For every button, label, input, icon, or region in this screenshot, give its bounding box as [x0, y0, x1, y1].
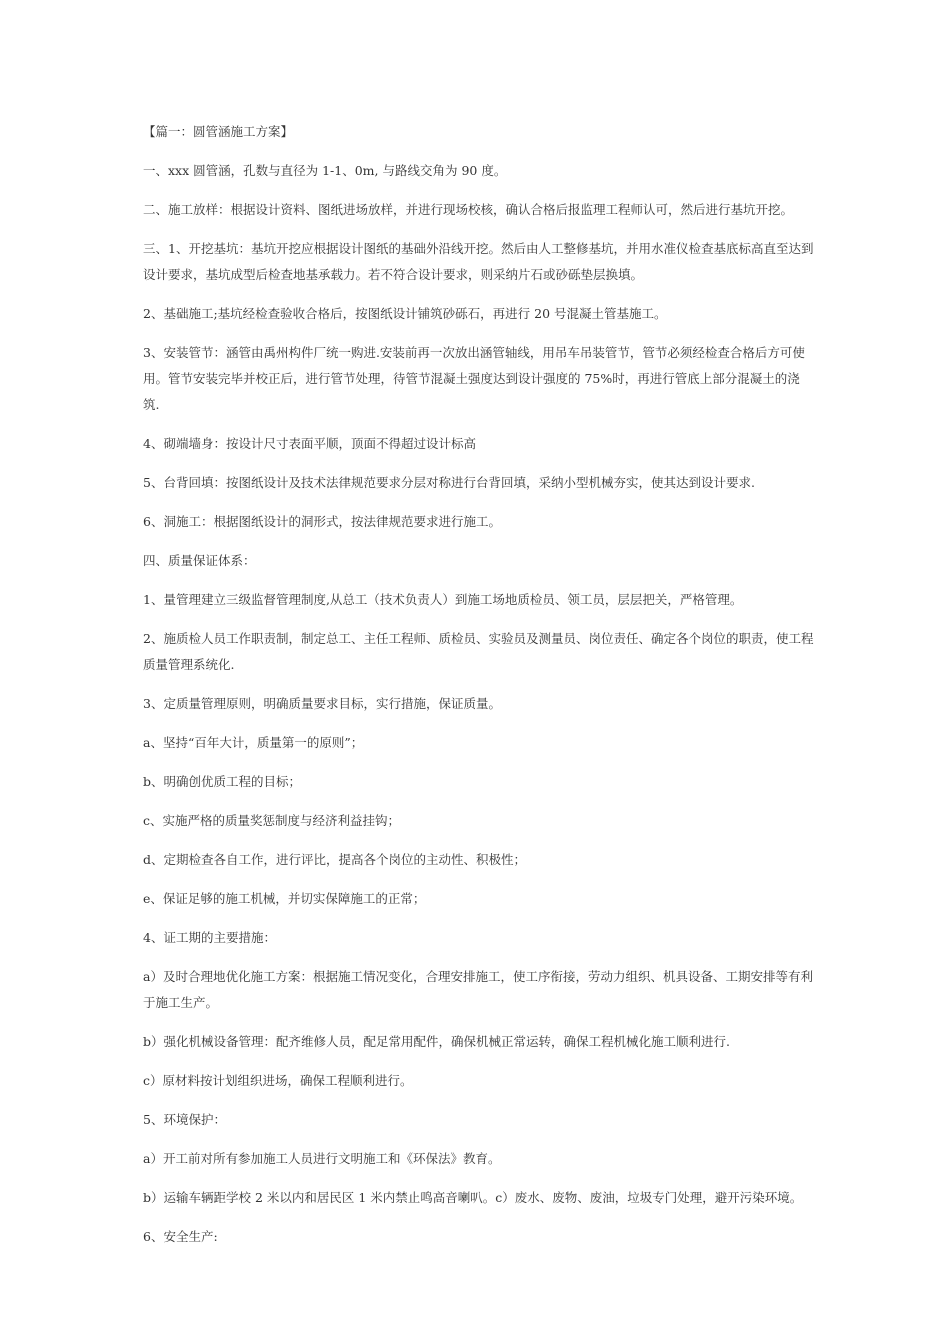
paragraph-2: 二、施工放样：根据设计资料、图纸进场放样，并进行现场校核，确认合格后报监理工程师认可，然后进行基坑开挖。 [143, 202, 794, 217]
paragraph-1: 一、xxx 圆管涵，孔数与直径为 1-1、0m, 与路线交角为 90 度。 [143, 163, 507, 178]
section-heading-safety: 6、安全生产: [143, 1229, 218, 1244]
paragraph-3: 三、1、开挖基坑：基坑开挖应根据设计图纸的基础外沿线开挖。然后由人工整修基坑，并用水准仪检查基底标高直至达到设计要求，基坑成型后检查地基承载力。若不符合设计要求，则采纳片石或砂砾垫层换填。 [143, 241, 814, 282]
section-heading-quality: 四、质量保证体系： [143, 553, 256, 568]
paragraph-4: 2、基础施工;基坑经检查验收合格后，按图纸设计铺筑砂砾石，再进行 20 号混凝土管基施工。 [143, 306, 667, 321]
paragraph-10: 1、量管理建立三级监督管理制度,从总工（技术负责人）到施工场地质检员、领工员，层层把关，严格管理。 [143, 592, 743, 607]
document-body [143, 119, 815, 1250]
paragraph-24: b）运输车辆距学校 2 米以内和居民区 1 米内禁止鸣高音喇叭。c）废水、废物、废油，垃圾专门处理，避开污染环境。 [143, 1190, 803, 1205]
paragraph-7: 5、台背回填：按图纸设计及技术法律规范要求分层对称进行台背回填，采纳小型机械夯实，使其达到设计要求. [143, 475, 755, 490]
paragraph-8: 6、洞施工：根据图纸设计的洞形式，按法律规范要求进行施工。 [143, 514, 501, 529]
document-heading: 【篇一：圆管涵施工方案】 [143, 124, 294, 139]
paragraph-15: c、实施严格的质量奖惩制度与经济利益挂钩； [143, 813, 401, 828]
paragraph-12: 3、定质量管理原则，明确质量要求目标，实行措施，保证质量。 [143, 696, 501, 711]
paragraph-19: a）及时合理地优化施工方案：根据施工情况变化，合理安排施工，使工序衔接，劳动力组织、机具设备、工期安排等有利于施工生产。 [143, 969, 813, 1010]
paragraph-11: 2、施质检人员工作职责制，制定总工、主任工程师、质检员、实验员及测量员、岗位责任、确定各个岗位的职责，使工程质量管理系统化. [143, 631, 814, 672]
paragraph-6: 4、砌端墙身：按设计尺寸表面平顺，顶面不得超过设计标高 [143, 436, 476, 451]
section-heading-schedule: 4、证工期的主要措施： [143, 930, 276, 945]
paragraph-14: b、明确创优质工程的目标； [143, 774, 302, 789]
paragraph-23: a）开工前对所有参加施工人员进行文明施工和《环保法》教育。 [143, 1151, 501, 1166]
paragraph-17: e、保证足够的施工机械，并切实保障施工的正常； [143, 891, 426, 906]
paragraph-13: a、坚持“百年大计，质量第一的原则”； [143, 735, 364, 750]
paragraph-20: b）强化机械设备管理：配齐维修人员，配足常用配件，确保机械正常运转，确保工程机械化施工顺利进行. [143, 1034, 730, 1049]
paragraph-21: c）原材料按计划组织进场，确保工程顺利进行。 [143, 1073, 413, 1088]
paragraph-16: d、定期检查各自工作，进行评比，提高各个岗位的主动性、积极性； [143, 852, 527, 867]
paragraph-5: 3、安装管节：涵管由禹州构件厂统一购进.安装前再一次放出涵管轴线，用吊车吊装管节，管节必须经检查合格后方可使用。管节安装完毕并校正后，进行管节处理，待管节混凝土强度达到设计强度的 75%时，再进行管底上部分混凝土的浇筑. [143, 345, 805, 412]
section-heading-environment: 5、环境保护： [143, 1112, 226, 1127]
